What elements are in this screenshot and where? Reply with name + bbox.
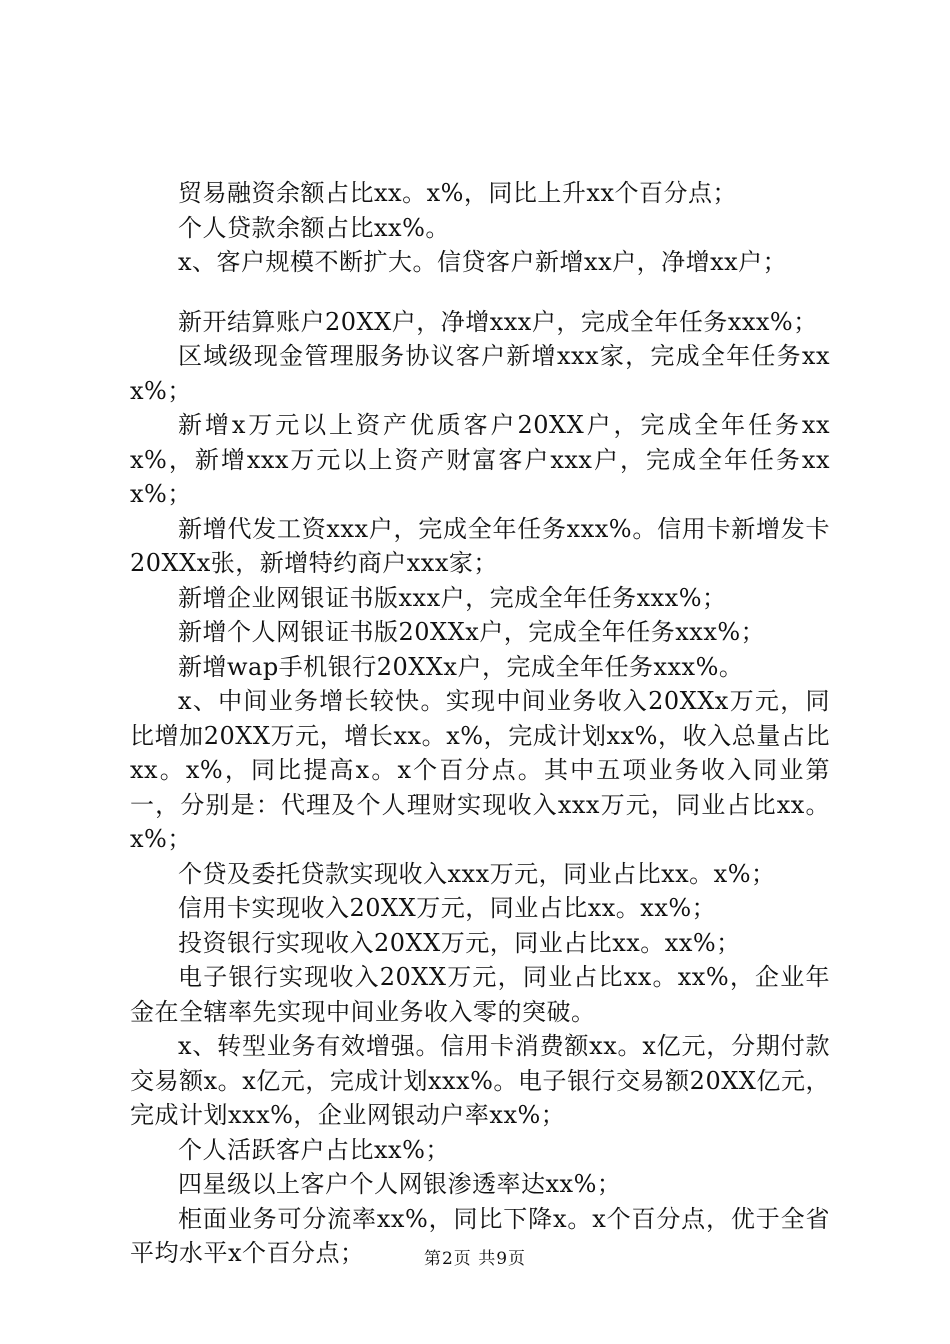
- paragraph: 新增企业网银证书版xxx户，完成全年任务xxx%；: [178, 583, 727, 612]
- paragraph: 新开结算账户20XX户，净增xxx户，完成全年任务xxx%；: [178, 307, 818, 336]
- paragraph: 新增x万元以上资产优质客户20XX户，完成全年任务xxx%，新增xxx万元以上资产财富客户xxx户，完成全年任务xxx%；: [130, 411, 830, 508]
- paragraph: 四星级以上客户个人网银渗透率达xx%；: [178, 1170, 622, 1198]
- paragraph: x、客户规模不断扩大。信贷客户新增xx户，净增xx户；: [178, 248, 788, 276]
- paragraph: 信用卡实现收入20XX万元，同业占比xx。xx%；: [178, 894, 717, 922]
- paragraph: 贸易融资余额占比xx。x%，同比上升xx个百分点；: [178, 179, 737, 207]
- paragraph: 投资银行实现收入20XX万元，同业占比xx。xx%；: [178, 928, 741, 957]
- paragraph: x、中间业务增长较快。实现中间业务收入20XXx万元，同比增加20XX万元，增长xx。x%，完成计划xx%，收入总量占比xx。x%，同比提高x。x个百分点。其中五项业务收入同业第一，分别是：代理及个人理财实现收入xxx万元，同业占比xx。x%；: [130, 687, 830, 853]
- paragraph: 个人贷款余额占比xx%。: [178, 213, 450, 242]
- document-body: [130, 176, 830, 1271]
- paragraph: 柜面业务可分流率xx%，同比下降x。x个百分点，优于全省平均水平x个百分点；: [130, 1204, 830, 1267]
- paragraph: 电子银行实现收入20XX万元，同业占比xx。xx%，企业年金在全辖率先实现中间业务收入零的突破。: [130, 963, 830, 1026]
- paragraph: x、转型业务有效增强。信用卡消费额xx。x亿元，分期付款交易额x。x亿元，完成计划xxx%。电子银行交易额20XX亿元，完成计划xxx%，企业网银动户率xx%；: [130, 1032, 830, 1129]
- paragraph: 区域级现金管理服务协议客户新增xxx家，完成全年任务xxx%；: [130, 342, 830, 405]
- paragraph: 新增代发工资xxx户，完成全年任务xxx%。信用卡新增发卡20XXx张，新增特约商户xxx家；: [130, 514, 830, 577]
- paragraph: 新增wap手机银行20XXx户，完成全年任务xxx%。: [178, 652, 744, 681]
- page-number-footer: 第2页 共9页: [423, 1249, 527, 1269]
- paragraph: 个贷及委托贷款实现收入xxx万元，同业占比xx。x%；: [178, 859, 776, 888]
- paragraph: 个人活跃客户占比xx%；: [178, 1135, 450, 1164]
- paragraph: 新增个人网银证书版20XXx户，完成全年任务xxx%；: [178, 618, 766, 646]
